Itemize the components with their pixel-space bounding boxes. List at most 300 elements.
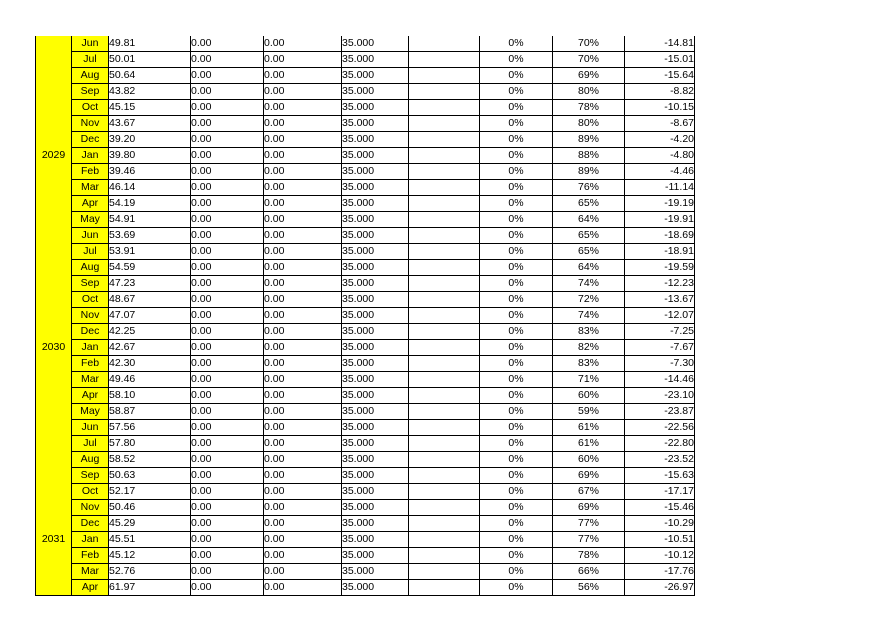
month-cell: Feb — [72, 164, 109, 180]
net-value-cell: -7.25 — [625, 324, 695, 340]
year-cell — [36, 196, 72, 212]
blank-cell — [409, 276, 480, 292]
value-cell-2: 0.00 — [191, 228, 264, 244]
value-cell-1: 58.52 — [109, 452, 191, 468]
value-cell-1: 50.46 — [109, 500, 191, 516]
blank-cell — [409, 212, 480, 228]
month-cell: Aug — [72, 452, 109, 468]
value-cell-3: 0.00 — [264, 580, 342, 596]
table-row — [36, 404, 695, 420]
percent-cell-2: 70% — [553, 52, 625, 68]
net-value-cell: -13.67 — [625, 292, 695, 308]
percent-cell-2: 59% — [553, 404, 625, 420]
data-table — [35, 36, 695, 596]
value-cell-3: 0.00 — [264, 52, 342, 68]
value-cell-2: 0.00 — [191, 196, 264, 212]
percent-cell-1: 0% — [480, 148, 553, 164]
value-cell-1: 54.19 — [109, 196, 191, 212]
year-cell — [36, 164, 72, 180]
net-value-cell: -10.12 — [625, 548, 695, 564]
value-cell-4: 35.000 — [342, 276, 409, 292]
blank-cell — [409, 372, 480, 388]
value-cell-4: 35.000 — [342, 404, 409, 420]
year-cell — [36, 292, 72, 308]
month-cell: Mar — [72, 372, 109, 388]
value-cell-4: 35.000 — [342, 308, 409, 324]
value-cell-3: 0.00 — [264, 212, 342, 228]
value-cell-2: 0.00 — [191, 276, 264, 292]
percent-cell-2: 67% — [553, 484, 625, 500]
percent-cell-2: 56% — [553, 580, 625, 596]
net-value-cell: -22.80 — [625, 436, 695, 452]
value-cell-4: 35.000 — [342, 452, 409, 468]
value-cell-1: 58.10 — [109, 388, 191, 404]
value-cell-2: 0.00 — [191, 532, 264, 548]
net-value-cell: -7.67 — [625, 340, 695, 356]
month-cell: Aug — [72, 68, 109, 84]
value-cell-2: 0.00 — [191, 452, 264, 468]
net-value-cell: -17.17 — [625, 484, 695, 500]
table-row — [36, 500, 695, 516]
year-cell — [36, 516, 72, 532]
percent-cell-2: 66% — [553, 564, 625, 580]
net-value-cell: -12.23 — [625, 276, 695, 292]
month-cell: Oct — [72, 484, 109, 500]
percent-cell-1: 0% — [480, 132, 553, 148]
percent-cell-1: 0% — [480, 100, 553, 116]
year-cell — [36, 580, 72, 596]
blank-cell — [409, 148, 480, 164]
blank-cell — [409, 164, 480, 180]
percent-cell-1: 0% — [480, 420, 553, 436]
percent-cell-1: 0% — [480, 436, 553, 452]
net-value-cell: -4.20 — [625, 132, 695, 148]
value-cell-1: 48.67 — [109, 292, 191, 308]
value-cell-4: 35.000 — [342, 36, 409, 52]
percent-cell-2: 61% — [553, 436, 625, 452]
value-cell-3: 0.00 — [264, 548, 342, 564]
month-cell: Jun — [72, 36, 109, 52]
table-row — [36, 292, 695, 308]
table-body — [36, 36, 695, 596]
month-cell: Jun — [72, 420, 109, 436]
percent-cell-1: 0% — [480, 500, 553, 516]
value-cell-1: 54.91 — [109, 212, 191, 228]
blank-cell — [409, 228, 480, 244]
percent-cell-2: 72% — [553, 292, 625, 308]
value-cell-2: 0.00 — [191, 356, 264, 372]
blank-cell — [409, 548, 480, 564]
value-cell-1: 43.82 — [109, 84, 191, 100]
value-cell-1: 61.97 — [109, 580, 191, 596]
blank-cell — [409, 84, 480, 100]
value-cell-2: 0.00 — [191, 436, 264, 452]
net-value-cell: -10.29 — [625, 516, 695, 532]
table-row — [36, 196, 695, 212]
value-cell-1: 49.46 — [109, 372, 191, 388]
year-cell — [36, 484, 72, 500]
percent-cell-2: 80% — [553, 116, 625, 132]
percent-cell-2: 65% — [553, 196, 625, 212]
month-cell: Jul — [72, 244, 109, 260]
percent-cell-1: 0% — [480, 388, 553, 404]
blank-cell — [409, 180, 480, 196]
table-row — [36, 276, 695, 292]
blank-cell — [409, 532, 480, 548]
year-cell — [36, 500, 72, 516]
blank-cell — [409, 468, 480, 484]
blank-cell — [409, 340, 480, 356]
table-row — [36, 84, 695, 100]
month-cell: May — [72, 212, 109, 228]
value-cell-1: 39.20 — [109, 132, 191, 148]
table-row — [36, 52, 695, 68]
percent-cell-1: 0% — [480, 212, 553, 228]
blank-cell — [409, 452, 480, 468]
value-cell-3: 0.00 — [264, 452, 342, 468]
percent-cell-1: 0% — [480, 292, 553, 308]
percent-cell-1: 0% — [480, 68, 553, 84]
value-cell-1: 54.59 — [109, 260, 191, 276]
percent-cell-1: 0% — [480, 180, 553, 196]
year-cell: 2030 — [36, 340, 72, 356]
value-cell-1: 42.67 — [109, 340, 191, 356]
value-cell-1: 46.14 — [109, 180, 191, 196]
year-cell — [36, 212, 72, 228]
net-value-cell: -15.01 — [625, 52, 695, 68]
month-cell: Feb — [72, 548, 109, 564]
value-cell-1: 47.07 — [109, 308, 191, 324]
net-value-cell: -10.51 — [625, 532, 695, 548]
value-cell-3: 0.00 — [264, 340, 342, 356]
value-cell-3: 0.00 — [264, 228, 342, 244]
value-cell-4: 35.000 — [342, 180, 409, 196]
value-cell-3: 0.00 — [264, 244, 342, 260]
value-cell-2: 0.00 — [191, 116, 264, 132]
percent-cell-2: 69% — [553, 500, 625, 516]
value-cell-4: 35.000 — [342, 420, 409, 436]
value-cell-3: 0.00 — [264, 68, 342, 84]
value-cell-1: 39.80 — [109, 148, 191, 164]
percent-cell-1: 0% — [480, 340, 553, 356]
value-cell-2: 0.00 — [191, 516, 264, 532]
month-cell: Apr — [72, 388, 109, 404]
percent-cell-1: 0% — [480, 116, 553, 132]
value-cell-4: 35.000 — [342, 388, 409, 404]
value-cell-2: 0.00 — [191, 484, 264, 500]
blank-cell — [409, 564, 480, 580]
value-cell-4: 35.000 — [342, 580, 409, 596]
net-value-cell: -4.46 — [625, 164, 695, 180]
value-cell-4: 35.000 — [342, 148, 409, 164]
value-cell-3: 0.00 — [264, 564, 342, 580]
value-cell-1: 42.25 — [109, 324, 191, 340]
value-cell-2: 0.00 — [191, 52, 264, 68]
percent-cell-2: 78% — [553, 100, 625, 116]
month-cell: Sep — [72, 276, 109, 292]
net-value-cell: -23.52 — [625, 452, 695, 468]
month-cell: Nov — [72, 500, 109, 516]
value-cell-2: 0.00 — [191, 180, 264, 196]
value-cell-3: 0.00 — [264, 500, 342, 516]
value-cell-3: 0.00 — [264, 132, 342, 148]
month-cell: Oct — [72, 292, 109, 308]
month-cell: Sep — [72, 468, 109, 484]
year-cell: 2029 — [36, 148, 72, 164]
year-cell — [36, 100, 72, 116]
value-cell-2: 0.00 — [191, 164, 264, 180]
value-cell-2: 0.00 — [191, 404, 264, 420]
table-row — [36, 36, 695, 52]
value-cell-1: 39.46 — [109, 164, 191, 180]
percent-cell-1: 0% — [480, 164, 553, 180]
value-cell-4: 35.000 — [342, 468, 409, 484]
percent-cell-1: 0% — [480, 452, 553, 468]
value-cell-3: 0.00 — [264, 36, 342, 52]
month-cell: Jul — [72, 436, 109, 452]
value-cell-1: 45.29 — [109, 516, 191, 532]
month-cell: Aug — [72, 260, 109, 276]
table-row — [36, 324, 695, 340]
table-row — [36, 100, 695, 116]
value-cell-2: 0.00 — [191, 36, 264, 52]
percent-cell-2: 69% — [553, 68, 625, 84]
value-cell-3: 0.00 — [264, 436, 342, 452]
table-row — [36, 148, 695, 164]
value-cell-3: 0.00 — [264, 468, 342, 484]
percent-cell-2: 60% — [553, 388, 625, 404]
table-row — [36, 436, 695, 452]
blank-cell — [409, 36, 480, 52]
percent-cell-1: 0% — [480, 260, 553, 276]
net-value-cell: -12.07 — [625, 308, 695, 324]
month-cell: May — [72, 404, 109, 420]
value-cell-3: 0.00 — [264, 484, 342, 500]
table-row — [36, 388, 695, 404]
year-cell — [36, 228, 72, 244]
table-row — [36, 468, 695, 484]
value-cell-2: 0.00 — [191, 260, 264, 276]
month-cell: Sep — [72, 84, 109, 100]
month-cell: Mar — [72, 564, 109, 580]
value-cell-4: 35.000 — [342, 500, 409, 516]
value-cell-3: 0.00 — [264, 372, 342, 388]
net-value-cell: -26.97 — [625, 580, 695, 596]
percent-cell-2: 74% — [553, 276, 625, 292]
value-cell-4: 35.000 — [342, 68, 409, 84]
table-row — [36, 164, 695, 180]
value-cell-2: 0.00 — [191, 420, 264, 436]
net-value-cell: -4.80 — [625, 148, 695, 164]
table-row — [36, 340, 695, 356]
blank-cell — [409, 68, 480, 84]
value-cell-3: 0.00 — [264, 532, 342, 548]
blank-cell — [409, 244, 480, 260]
value-cell-1: 52.76 — [109, 564, 191, 580]
value-cell-1: 57.80 — [109, 436, 191, 452]
net-value-cell: -15.63 — [625, 468, 695, 484]
value-cell-3: 0.00 — [264, 196, 342, 212]
value-cell-4: 35.000 — [342, 532, 409, 548]
value-cell-3: 0.00 — [264, 180, 342, 196]
year-cell — [36, 388, 72, 404]
year-cell — [36, 420, 72, 436]
blank-cell — [409, 404, 480, 420]
percent-cell-2: 74% — [553, 308, 625, 324]
value-cell-4: 35.000 — [342, 260, 409, 276]
table-row — [36, 260, 695, 276]
value-cell-1: 45.12 — [109, 548, 191, 564]
value-cell-4: 35.000 — [342, 516, 409, 532]
blank-cell — [409, 292, 480, 308]
percent-cell-2: 76% — [553, 180, 625, 196]
value-cell-1: 53.91 — [109, 244, 191, 260]
value-cell-4: 35.000 — [342, 436, 409, 452]
month-cell: Nov — [72, 308, 109, 324]
month-cell: Jan — [72, 148, 109, 164]
net-value-cell: -22.56 — [625, 420, 695, 436]
value-cell-2: 0.00 — [191, 212, 264, 228]
month-cell: Jan — [72, 340, 109, 356]
month-cell: Dec — [72, 516, 109, 532]
value-cell-2: 0.00 — [191, 324, 264, 340]
value-cell-2: 0.00 — [191, 500, 264, 516]
value-cell-3: 0.00 — [264, 388, 342, 404]
percent-cell-1: 0% — [480, 308, 553, 324]
blank-cell — [409, 196, 480, 212]
value-cell-1: 47.23 — [109, 276, 191, 292]
table-row — [36, 484, 695, 500]
value-cell-1: 50.01 — [109, 52, 191, 68]
table-row — [36, 116, 695, 132]
value-cell-1: 53.69 — [109, 228, 191, 244]
net-value-cell: -14.46 — [625, 372, 695, 388]
year-cell — [36, 36, 72, 52]
table-row — [36, 548, 695, 564]
value-cell-4: 35.000 — [342, 548, 409, 564]
table-row — [36, 180, 695, 196]
blank-cell — [409, 52, 480, 68]
value-cell-3: 0.00 — [264, 356, 342, 372]
net-value-cell: -8.82 — [625, 84, 695, 100]
value-cell-4: 35.000 — [342, 356, 409, 372]
blank-cell — [409, 116, 480, 132]
percent-cell-2: 70% — [553, 36, 625, 52]
value-cell-1: 45.51 — [109, 532, 191, 548]
year-cell — [36, 404, 72, 420]
month-cell: Jan — [72, 532, 109, 548]
month-cell: Mar — [72, 180, 109, 196]
month-cell: Apr — [72, 580, 109, 596]
month-cell: Dec — [72, 324, 109, 340]
table-row — [36, 580, 695, 596]
net-value-cell: -18.91 — [625, 244, 695, 260]
net-value-cell: -10.15 — [625, 100, 695, 116]
value-cell-1: 42.30 — [109, 356, 191, 372]
blank-cell — [409, 356, 480, 372]
value-cell-4: 35.000 — [342, 324, 409, 340]
percent-cell-1: 0% — [480, 36, 553, 52]
month-cell: Nov — [72, 116, 109, 132]
value-cell-3: 0.00 — [264, 308, 342, 324]
percent-cell-2: 60% — [553, 452, 625, 468]
blank-cell — [409, 516, 480, 532]
value-cell-3: 0.00 — [264, 516, 342, 532]
value-cell-3: 0.00 — [264, 164, 342, 180]
value-cell-3: 0.00 — [264, 420, 342, 436]
value-cell-3: 0.00 — [264, 148, 342, 164]
percent-cell-1: 0% — [480, 196, 553, 212]
year-cell — [36, 260, 72, 276]
year-cell — [36, 548, 72, 564]
value-cell-4: 35.000 — [342, 244, 409, 260]
month-cell: Oct — [72, 100, 109, 116]
blank-cell — [409, 308, 480, 324]
table-row — [36, 564, 695, 580]
month-cell: Jun — [72, 228, 109, 244]
value-cell-4: 35.000 — [342, 132, 409, 148]
value-cell-4: 35.000 — [342, 84, 409, 100]
value-cell-4: 35.000 — [342, 292, 409, 308]
percent-cell-1: 0% — [480, 276, 553, 292]
net-value-cell: -19.59 — [625, 260, 695, 276]
net-value-cell: -19.19 — [625, 196, 695, 212]
value-cell-4: 35.000 — [342, 564, 409, 580]
percent-cell-1: 0% — [480, 356, 553, 372]
blank-cell — [409, 484, 480, 500]
blank-cell — [409, 324, 480, 340]
value-cell-2: 0.00 — [191, 84, 264, 100]
percent-cell-1: 0% — [480, 580, 553, 596]
percent-cell-2: 88% — [553, 148, 625, 164]
value-cell-3: 0.00 — [264, 292, 342, 308]
percent-cell-1: 0% — [480, 324, 553, 340]
table-row — [36, 532, 695, 548]
percent-cell-2: 78% — [553, 548, 625, 564]
value-cell-2: 0.00 — [191, 100, 264, 116]
percent-cell-2: 65% — [553, 244, 625, 260]
blank-cell — [409, 100, 480, 116]
value-cell-4: 35.000 — [342, 52, 409, 68]
value-cell-3: 0.00 — [264, 276, 342, 292]
percent-cell-1: 0% — [480, 548, 553, 564]
net-value-cell: -14.81 — [625, 36, 695, 52]
value-cell-4: 35.000 — [342, 228, 409, 244]
value-cell-2: 0.00 — [191, 148, 264, 164]
value-cell-4: 35.000 — [342, 100, 409, 116]
year-cell — [36, 84, 72, 100]
percent-cell-2: 77% — [553, 532, 625, 548]
percent-cell-1: 0% — [480, 516, 553, 532]
percent-cell-1: 0% — [480, 532, 553, 548]
percent-cell-1: 0% — [480, 372, 553, 388]
year-cell — [36, 324, 72, 340]
percent-cell-1: 0% — [480, 52, 553, 68]
percent-cell-2: 69% — [553, 468, 625, 484]
percent-cell-1: 0% — [480, 228, 553, 244]
month-cell: Feb — [72, 356, 109, 372]
year-cell — [36, 436, 72, 452]
net-value-cell: -23.10 — [625, 388, 695, 404]
net-value-cell: -11.14 — [625, 180, 695, 196]
percent-cell-1: 0% — [480, 404, 553, 420]
blank-cell — [409, 132, 480, 148]
percent-cell-2: 80% — [553, 84, 625, 100]
value-cell-3: 0.00 — [264, 260, 342, 276]
table-row — [36, 372, 695, 388]
blank-cell — [409, 580, 480, 596]
value-cell-1: 43.67 — [109, 116, 191, 132]
